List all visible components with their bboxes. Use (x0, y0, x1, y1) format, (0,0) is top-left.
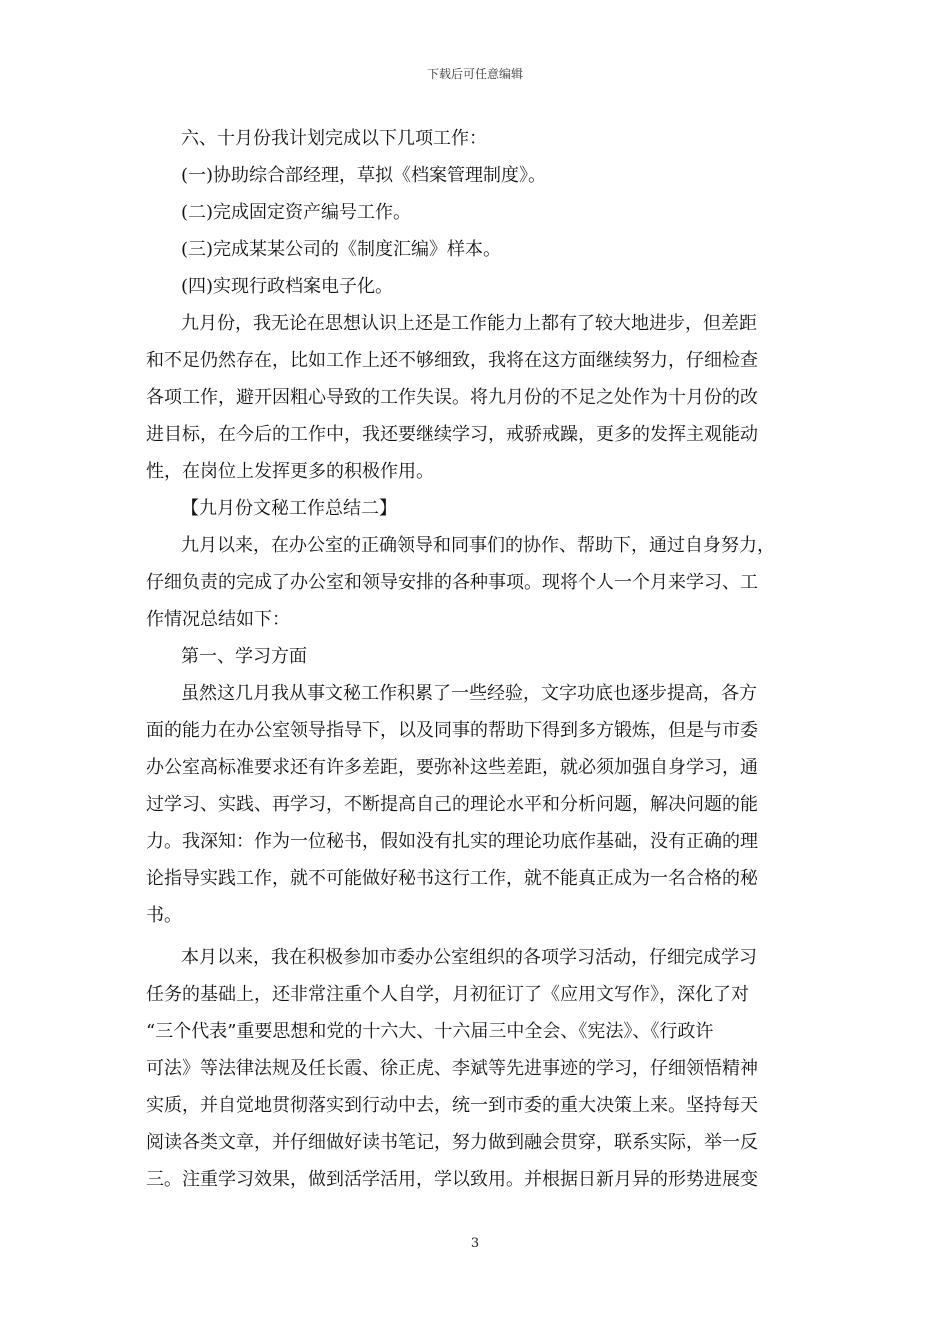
section-heading: 第一、学习方面 (181, 646, 307, 667)
paragraph-line: 办公室高标准要求还有许多差距，要弥补这些差距，就必须加强自身学习，通 (146, 757, 758, 778)
paragraph-line: 作情况总结如下： (146, 609, 290, 630)
paragraph-line: 进目标，在今后的工作中，我还要继续学习，戒骄戒躁，更多的发挥主观能动 (146, 424, 758, 445)
paragraph-line: 本月以来，我在积极参加市委办公室组织的各项学习活动，仔细完成学习 (181, 947, 757, 968)
page-number: 3 (470, 1236, 480, 1251)
paragraph-line: (四)实现行政档案电子化。 (181, 276, 394, 297)
paragraph-line: “三个代表”重要思想和党的十六大、十六届三中全会、《宪法》、《行政许 (146, 1021, 714, 1042)
paragraph-line: 性，在岗位上发挥更多的积极作用。 (146, 461, 434, 482)
paragraph-line: 九月以来，在办公室的正确领导和同事们的协作、帮助下，通过自身努力， (181, 535, 775, 556)
paragraph-line: 书。 (146, 905, 182, 926)
paragraph-line: 力。我深知：作为一位秘书，假如没有扎实的理论功底作基础，没有正确的理 (146, 831, 758, 852)
paragraph-line: 各项工作，避开因粗心导致的工作失误。将九月份的不足之处作为十月份的改 (146, 387, 758, 408)
paragraph-line: 六、十月份我计划完成以下几项工作： (181, 128, 487, 149)
paragraph-line: 虽然这几月我从事文秘工作积累了一些经验，文字功底也逐步提高，各方 (181, 683, 757, 704)
paragraph-line: 仔细负责的完成了办公室和领导安排的各种事项。现将个人一个月来学习、工 (146, 572, 758, 593)
paragraph-line: (三)完成某某公司的《制度汇编》样本。 (181, 239, 502, 260)
paragraph-line: 实质，并自觉地贯彻落实到行动中去，统一到市委的重大决策上来。坚持每天 (146, 1095, 758, 1116)
paragraph-line: 阅读各类文章，并仔细做好读书笔记，努力做到融会贯穿，联系实际，举一反 (146, 1132, 758, 1153)
document-body (146, 120, 816, 1198)
paragraph-line: (二)完成固定资产编号工作。 (181, 202, 412, 223)
paragraph-line: 任务的基础上，还非常注重个人自学，月初征订了《应用文写作》，深化了对 (146, 984, 749, 1005)
paragraph-line: 论指导实践工作，就不可能做好秘书这行工作，就不能真正成为一名合格的秘 (146, 868, 758, 889)
page-header: 下载后可任意编辑 (426, 67, 523, 81)
paragraph-line: 面的能力在办公室领导指导下，以及同事的帮助下得到多方锻炼，但是与市委 (146, 720, 758, 741)
section-heading: 【九月份文秘工作总结二】 (181, 498, 397, 519)
paragraph-line: (一)协助综合部经理，草拟《档案管理制度》。 (181, 165, 547, 186)
paragraph-line: 过学习、实践、再学习，不断提高自己的理论水平和分析问题，解决问题的能 (146, 794, 758, 815)
paragraph-line: 和不足仍然存在，比如工作上还不够细致，我将在这方面继续努力，仔细检查 (146, 350, 758, 371)
paragraph-line: 三。注重学习效果，做到活学活用，学以致用。并根据日新月异的形势进展变 (146, 1169, 758, 1190)
paragraph-line: 九月份，我无论在思想认识上还是工作能力上都有了较大地进步，但差距 (181, 313, 757, 334)
paragraph-line: 可法》等法律法规及任长霞、徐正虎、李斌等先进事迹的学习，仔细领悟精神 (146, 1058, 758, 1079)
